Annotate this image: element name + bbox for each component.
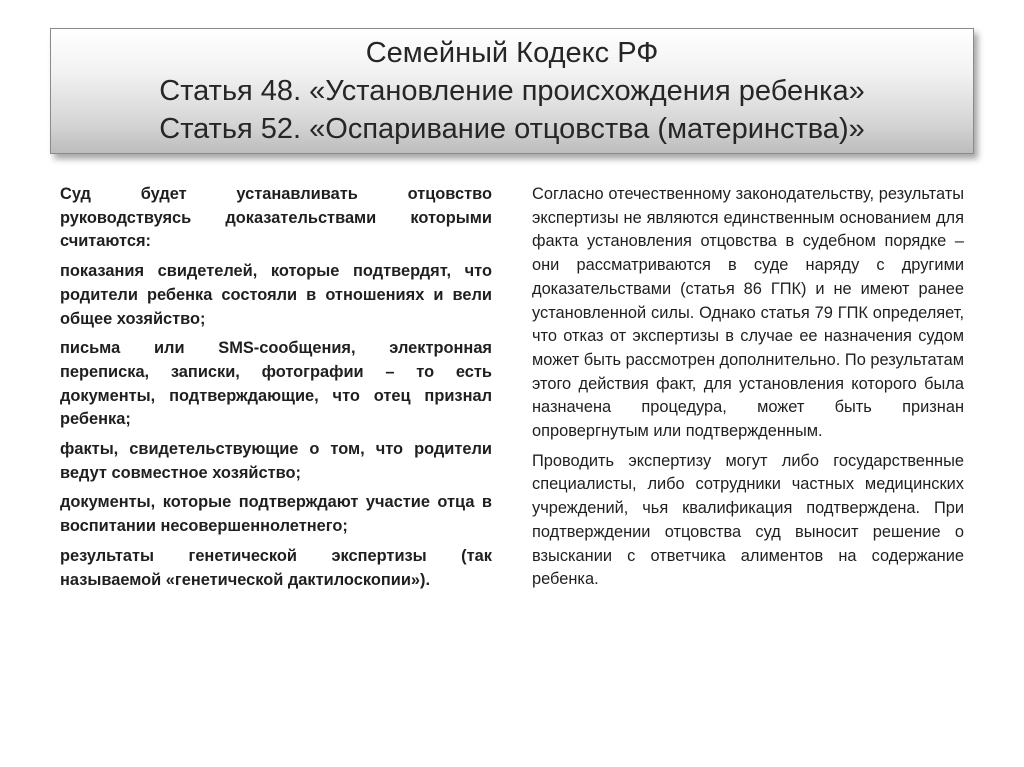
left-paragraph-documents: документы, которые подтверждают участие отца в воспитании несовершеннолетнего;: [60, 493, 492, 536]
left-paragraph-witnesses: показания свидетелей, которые подтвердят, что родители ребенка состояли в отношениях и вели общее хозяйство;: [60, 262, 492, 328]
left-paragraph-letters: письма или SMS-сообщения, электронная переписка, записки, фотографии – то есть документы, подтверждающие, что отец признал ребенка;: [60, 339, 492, 429]
left-paragraph-household: факты, свидетельствующие о том, что родители ведут совместное хозяйство;: [60, 440, 492, 482]
right-paragraph-expertise: Согласно отечественному законодательству, результаты экспертизы не являются единственным основанием для факта установления отцовства в судебном порядке – они рассматриваются в суде наряду с другими доказательствами (статья 86 ГПК) и не имеют ранее установленной силы. Однако статья 79 ГПК определяет, что отказ от экспертизы в случае ее назначения судом может быть рассмотрен дополнительно. По результатам этого действия факт, для установления которого была назначена процедура, может быть признан опровергнутым или подтвержденным.: [532, 185, 965, 441]
left-paragraph-intro: Суд будет устанавливать отцовство руководствуясь доказательствами которыми считаются:: [60, 185, 492, 251]
right-paragraph-specialists: Проводить экспертизу могут либо государственные специалисты, либо сотрудники частных медицинских учреждений, чья квалификация подтверждена. При подтверждении отцовства суд выносит решение о взыскании с ответчика алиментов на содержание ребенка.: [532, 451, 964, 589]
title-line-code: Семейный Кодекс РФ: [365, 37, 659, 69]
title-line-article-48: Статья 48. «Установление происхождения ребенка»: [159, 75, 865, 107]
right-column: [532, 183, 964, 598]
left-column: [60, 183, 492, 598]
title-line-article-52: Статья 52. «Оспаривание отцовства (материнства)»: [159, 113, 865, 145]
left-paragraph-genetic: результаты генетической экспертизы (так называемой «генетической дактилоскопии»).: [60, 546, 492, 589]
title-box: [50, 28, 974, 154]
